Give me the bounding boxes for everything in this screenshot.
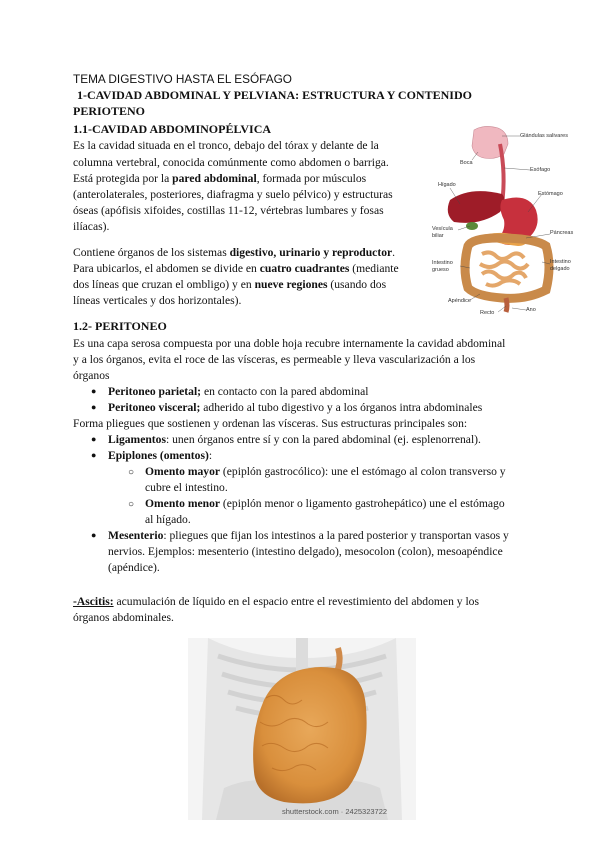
paragraph-line: Contiene órganos de los sistemas digestivo, urinario y reproductor.	[73, 246, 396, 259]
bullet-dot: ●	[91, 530, 97, 540]
bold-term: nueve regiones	[254, 278, 328, 291]
section1-heading: 1-CAVIDAD ABDOMINAL Y PELVIANA: ESTRUCTURA Y CONTENIDO	[77, 88, 472, 102]
label-intestino-delgado: Intestino delgado	[550, 259, 571, 272]
paragraph-line: columna vertebral, conocida comúnmente como abdomen o barriga.	[73, 156, 389, 169]
label-boca: Boca	[460, 160, 473, 166]
paragraph-line: Es una capa serosa compuesta por una doble hoja recubre internamente la cavidad abdominal	[73, 337, 506, 350]
paragraph-line: Forma pliegues que sostienen y ordenan las vísceras. Sus estructuras principales son:	[73, 417, 468, 430]
sub-list-item: Omento mayor (epiplón gastrocólico): une el estómago al colon transverso y	[145, 465, 506, 478]
paragraph-line: Para ubicarlos, el abdomen se divide en cuatro cuadrantes (mediante	[73, 262, 399, 275]
sub-list-item-cont: cubre el intestino.	[145, 481, 228, 494]
label-higado: Hígado	[438, 182, 456, 188]
paragraph-line: ilíacas).	[73, 220, 110, 233]
label-glandulas-salivares: Glándulas salivares	[520, 133, 568, 139]
section2-heading: 1.2- PERITONEO	[73, 319, 167, 333]
sub-bullet-circle: ○	[128, 467, 135, 478]
label-pancreas: Páncreas	[550, 230, 574, 236]
paragraph-line: óseas (apófisis xifoides, costillas 11-12, vértebras lumbares y fosas	[73, 204, 384, 217]
label-recto: Recto	[480, 310, 495, 316]
list-item-cont: (apéndice).	[108, 561, 160, 574]
digestive-system-illustration	[432, 122, 582, 317]
sub-list-item-cont: al hígado.	[145, 513, 191, 526]
digestive-system-figure	[432, 122, 582, 317]
paragraph-line: (anterolaterales, posteriores, diafragma y suelo pélvico) y estructuras	[73, 188, 393, 201]
label-ano: Ano	[526, 307, 536, 313]
section1-heading-cont: PERIOTENO	[73, 104, 146, 118]
paragraph-line: líneas verticales y dos horizontales).	[73, 294, 242, 307]
list-item: Peritoneo parietal; en contacto con la pared abdominal	[108, 385, 369, 398]
section1-subheading: 1.1-CAVIDAD ABDOMINOPÉLVICA	[73, 122, 272, 136]
bullet-dot: ●	[91, 402, 97, 412]
bold-term: pared abdominal	[172, 172, 257, 185]
ascites-figure	[188, 638, 416, 820]
doc-title: TEMA DIGESTIVO HASTA EL ESÓFAGO	[73, 72, 292, 86]
paragraph-line: Es la cavidad situada en el tronco, debajo del tórax y delante de la	[73, 139, 379, 152]
sub-list-item: Omento menor (epiplón menor o ligamento gastrohepático) une el estómago	[145, 497, 505, 510]
list-item: Peritoneo visceral; adherido al tubo digestivo y a los órganos intra abdominales	[108, 401, 483, 414]
sub-bullet-circle: ○	[128, 499, 135, 510]
label-apendice: Apéndice	[448, 298, 471, 304]
list-item: Ligamentos: unen órganos entre sí y con la pared abdominal (ej. esplenorrenal).	[108, 433, 481, 446]
ascites-illustration	[188, 638, 416, 820]
bullet-dot: ●	[91, 450, 97, 460]
list-item: Mesenterio: pliegues que fijan los intestinos a la pared posterior y transportan vasos y	[108, 529, 509, 542]
ascitis-definition: -Ascitis: acumulación de líquido en el espacio entre el revestimiento del abdomen y los	[73, 595, 479, 608]
paragraph-line: órganos abdominales.	[73, 611, 174, 624]
label-estomago: Estómago	[538, 191, 563, 197]
bullet-dot: ●	[91, 434, 97, 444]
image-watermark: shutterstock.com · 2425323722	[282, 807, 388, 816]
list-item: Epiplones (omentos):	[108, 449, 213, 462]
bold-term: cuatro cuadrantes	[259, 262, 350, 275]
paragraph-line: dos líneas que cruzan el ombligo) y en nueve regiones (usando dos	[73, 278, 387, 291]
list-item-cont: nervios. Ejemplos: mesenterio (intestino delgado), mesocolon (colon), mesoapéndice	[108, 545, 503, 558]
label-intestino-grueso: Intestino grueso	[432, 260, 453, 273]
bullet-dot: ●	[91, 386, 97, 396]
label-esofago: Esófago	[530, 167, 551, 173]
bold-term: digestivo, urinario y reproductor	[229, 246, 393, 259]
ascitis-term: -Ascitis:	[73, 595, 114, 608]
paragraph-line: órganos	[73, 369, 110, 382]
paragraph-line: y a los órganos, evita el roce de las vísceras, es permeable y lleva vascularización a los	[73, 353, 476, 366]
label-vesicula-biliar: Vesícula biliar	[432, 226, 453, 239]
paragraph-line: Está protegida por la pared abdominal, formada por músculos	[73, 172, 367, 185]
